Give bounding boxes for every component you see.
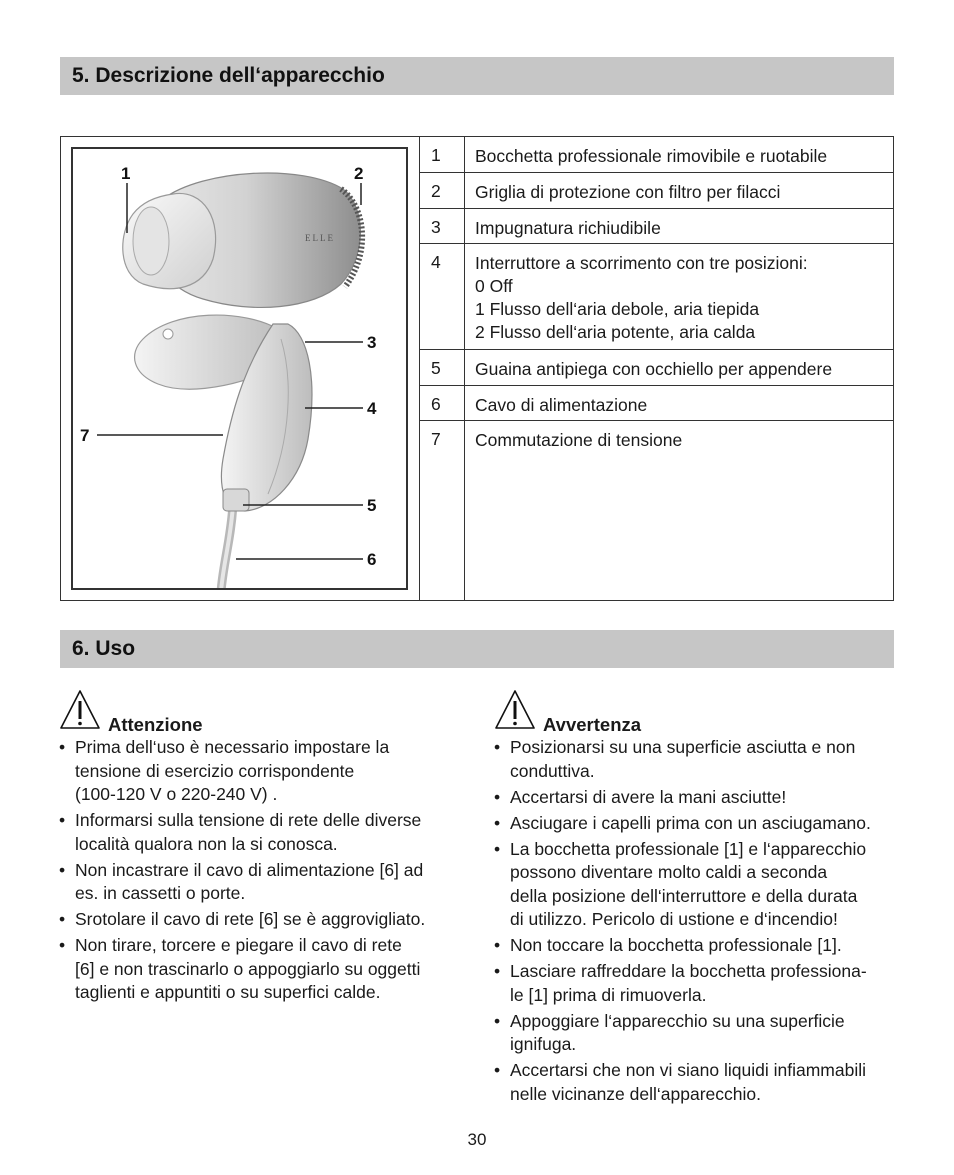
table-row <box>420 209 893 244</box>
callout-6: 6 <box>367 550 377 569</box>
list-item: • Accertarsi che non vi siano liquidi infiammabili nelle vicinanze dell‘apparecchio. <box>493 1059 893 1106</box>
list-item: • Non incastrare il cavo di alimentazione [6] ad es. in cassetti o porte. <box>58 859 458 906</box>
list-item: • Lasciare raffreddare la bocchetta professiona- le [1] prima di rimuoverla. <box>493 960 893 1007</box>
callout-4: 4 <box>367 399 377 418</box>
part-number: 1 <box>420 137 465 172</box>
part-number: 3 <box>420 209 465 243</box>
part-description: Bocchetta professionale rimovibile e ruotabile <box>475 146 828 166</box>
callout-3: 3 <box>367 333 377 352</box>
part-description-line: Interruttore a scorrimento con tre posizioni: <box>475 253 808 273</box>
parts-list <box>420 137 893 600</box>
callout-1: 1 <box>121 164 131 183</box>
list-item: • Prima dell‘uso è necessario impostare la tensione di esercizio corrispondente (100-120 V o 220-240 V) . <box>58 736 458 807</box>
list-item: • Informarsi sulla tensione di rete delle diverse località qualora non la si conosca. <box>58 809 458 856</box>
warning-triangle-icon <box>58 688 102 732</box>
table-row <box>420 137 893 173</box>
list-item: • Asciugare i capelli prima con un asciugamano. <box>493 812 893 836</box>
page-number: 30 <box>467 1130 487 1149</box>
list-item: • Non tirare, torcere e piegare il cavo di rete [6] e non trascinarlo o appoggiarlo su oggetti taglienti e appuntiti o su superfici calde. <box>58 934 458 1005</box>
part-number: 7 <box>420 421 465 600</box>
table-row <box>420 244 893 350</box>
list-item: • Posizionarsi su una superficie asciutta e non conduttiva. <box>493 736 893 783</box>
part-description-line: 0 Off <box>475 276 513 296</box>
list-item: • Accertarsi di avere la mani asciutte! <box>493 786 893 810</box>
list-item: • Appoggiare l‘apparecchio su una superficie ignifuga. <box>493 1010 893 1057</box>
parts-table <box>60 136 894 601</box>
warning-triangle-icon <box>493 688 537 732</box>
table-row <box>420 386 893 421</box>
callout-5: 5 <box>367 496 377 515</box>
table-row <box>420 173 893 209</box>
attenzione-title: Attenzione <box>108 714 203 735</box>
section-5-heading: 5. Descrizione dell‘apparecchio <box>60 57 894 95</box>
attenzione-column <box>58 688 458 1007</box>
avvertenza-title: Avvertenza <box>543 714 642 735</box>
part-number: 6 <box>420 386 465 420</box>
callout-2: 2 <box>354 164 364 183</box>
avvertenza-list <box>493 736 893 1106</box>
brand-logo: ELLE <box>305 233 335 243</box>
part-description-line: 1 Flusso dell‘aria debole, aria tiepida <box>475 299 760 319</box>
list-item: • Srotolare il cavo di rete [6] se è aggrovigliato. <box>58 908 458 932</box>
callout-7: 7 <box>80 426 90 445</box>
part-description: Griglia di protezione con filtro per filacci <box>475 182 781 202</box>
avvertenza-column <box>493 688 893 1109</box>
part-description: Commutazione di tensione <box>475 430 683 450</box>
list-item: • La bocchetta professionale [1] e l‘apparecchio possono diventare molto caldi a seconda della posizione dell‘interruttore e della durata di utilizzo. Pericolo di ustione e d‘incendio! <box>493 838 893 932</box>
part-description: Cavo di alimentazione <box>475 395 648 415</box>
attenzione-header <box>58 688 458 736</box>
hairdryer-illustration <box>73 149 408 590</box>
part-description: Impugnatura richiudibile <box>475 218 661 238</box>
avvertenza-header <box>493 688 893 736</box>
list-item: • Non toccare la bocchetta professionale [1]. <box>493 934 893 958</box>
part-number: 2 <box>420 173 465 208</box>
hairdryer-figure <box>71 147 408 590</box>
part-description: Guaina antipiega con occhiello per appendere <box>475 359 833 379</box>
part-number: 4 <box>420 244 465 349</box>
part-number: 5 <box>420 350 465 385</box>
table-row <box>420 350 893 386</box>
part-description <box>465 244 893 344</box>
attenzione-list <box>58 736 458 1005</box>
figure-cell <box>61 137 420 600</box>
section-6-heading: 6. Uso <box>60 630 894 668</box>
table-row <box>420 421 893 600</box>
part-description-line: 2 Flusso dell‘aria potente, aria calda <box>475 322 756 342</box>
